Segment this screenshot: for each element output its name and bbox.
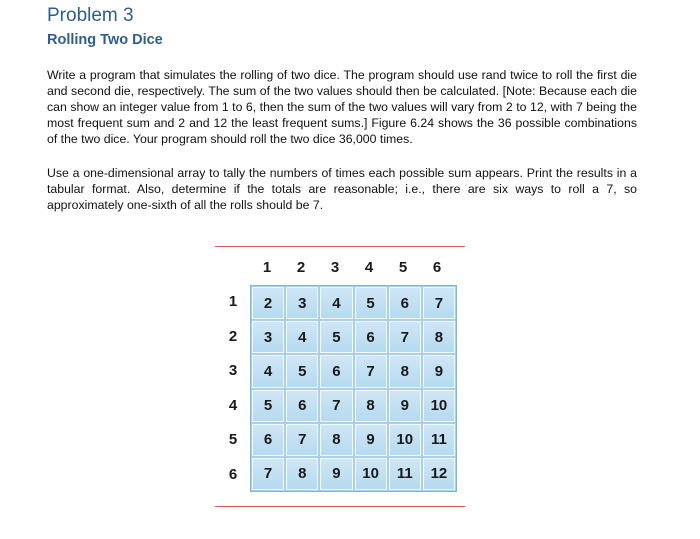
row-header: 6	[228, 465, 238, 483]
problem-subtitle: Rolling Two Dice	[47, 32, 163, 48]
row-header: 3	[228, 362, 238, 379]
sum-cell: 8	[320, 424, 352, 456]
sum-cell: 7	[423, 287, 455, 319]
column-header: 4	[364, 259, 374, 276]
sum-cell: 5	[286, 355, 318, 387]
row-header: 5	[228, 431, 238, 448]
sum-cell: 2	[252, 287, 284, 319]
sum-cell: 11	[423, 424, 455, 456]
sum-cell: 8	[389, 355, 421, 387]
sum-cell: 3	[286, 287, 318, 319]
sum-cell: 6	[286, 390, 318, 422]
sum-cell: 7	[286, 424, 318, 456]
sum-cell: 8	[423, 321, 455, 353]
dice-sum-grid	[250, 285, 457, 492]
sum-cell: 10	[355, 458, 387, 490]
sum-cell: 11	[389, 458, 421, 490]
sum-cell: 6	[252, 424, 284, 456]
sum-cell: 4	[252, 355, 284, 387]
sum-cell: 5	[252, 390, 284, 422]
sum-cell: 4	[286, 321, 318, 353]
sum-cell: 10	[423, 390, 455, 422]
column-header: 2	[296, 259, 306, 276]
column-header: 1	[262, 259, 272, 276]
sum-cell: 4	[320, 287, 352, 319]
column-header: 6	[432, 259, 442, 276]
sum-cell: 10	[389, 424, 421, 456]
paragraph-instructions: Write a program that simulates the rolling of two dice. The program should use rand twice to roll the first die and second die, respectively. The sum of the two values should then be calculated. [Note: Because each die can show an integer value from 1 to 6, then the sum of the two values will vary from 2 to 12, with 7 being the most frequent sum and 2 and 12 the least frequent sums.] Figure 6.24 shows the 36 possible combinations of the two dice. Your program should roll the two dice 36,000 times.	[47, 68, 637, 146]
sum-cell: 7	[320, 390, 352, 422]
problem-title: Problem 3	[47, 5, 134, 26]
figure-bottom-rule	[215, 506, 465, 507]
column-header: 5	[398, 259, 408, 276]
sum-cell: 6	[320, 355, 352, 387]
sum-cell: 5	[355, 287, 387, 319]
row-header: 4	[228, 396, 238, 414]
sum-cell: 5	[320, 321, 352, 353]
sum-cell: 9	[423, 355, 455, 387]
sum-cell: 7	[389, 321, 421, 353]
figure-column-headers	[250, 259, 455, 276]
sum-cell: 9	[389, 390, 421, 422]
sum-cell: 3	[252, 321, 284, 353]
sum-cell: 6	[355, 321, 387, 353]
sum-cell: 7	[252, 458, 284, 490]
figure-row-headers	[222, 285, 244, 492]
paragraph-requirements: Use a one-dimensional array to tally the numbers of times each possible sum appears. Print the results in a tabular format. Also, determine if the totals are reasonable; i.e., there are six ways to roll a 7, so approximately one-sixth of all the rolls should be 7.	[47, 166, 637, 212]
column-header: 3	[330, 259, 340, 276]
sum-cell: 6	[389, 287, 421, 319]
row-header: 2	[228, 327, 238, 345]
row-header: 1	[228, 293, 238, 310]
sum-cell: 9	[320, 458, 352, 490]
sum-cell: 8	[286, 458, 318, 490]
sum-cell: 9	[355, 424, 387, 456]
sum-cell: 8	[355, 390, 387, 422]
figure-top-rule	[215, 246, 465, 247]
sum-cell: 12	[423, 458, 455, 490]
sum-cell: 7	[355, 355, 387, 387]
